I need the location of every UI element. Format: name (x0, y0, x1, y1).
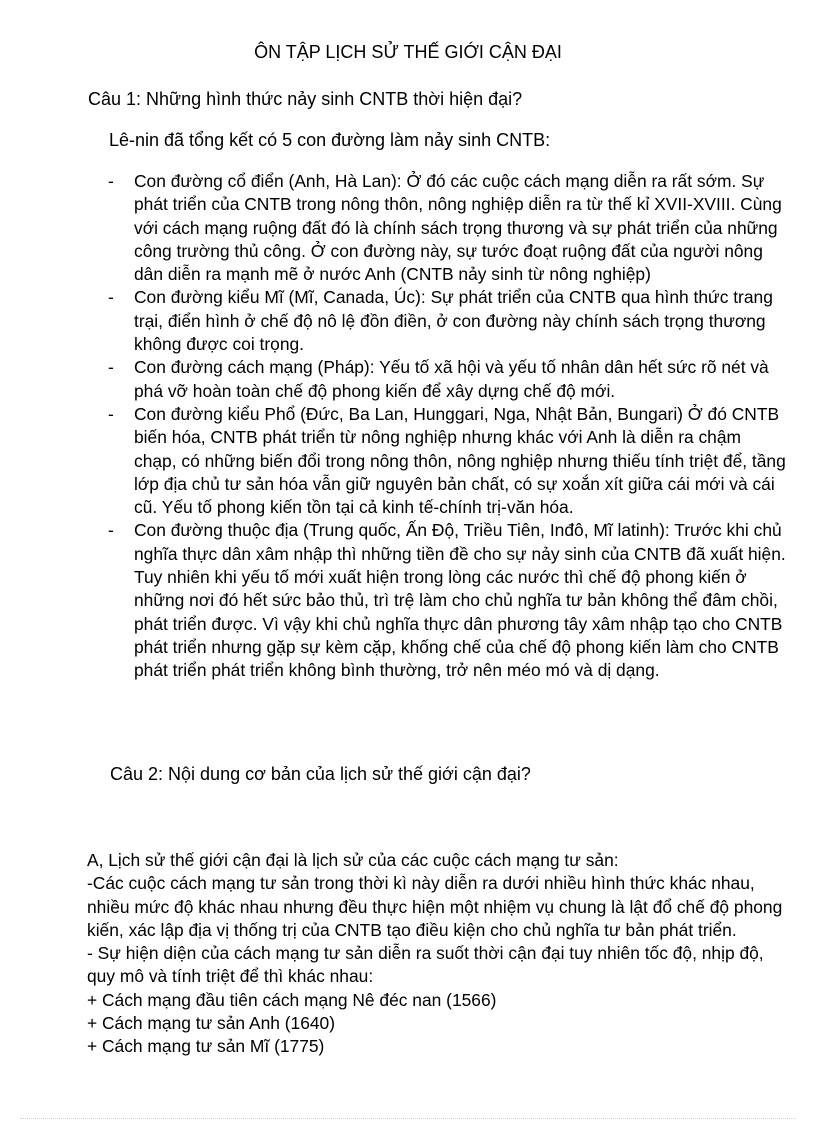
page-title: ÔN TẬP LỊCH SỬ THẾ GIỚI CẬN ĐẠI (254, 42, 562, 62)
section-a-paragraph-2: - Sự hiện diện của cách mạng tư sản diễn ra suốt thời cận đại tuy nhiên tốc độ, nhịp độ, quy mô và tính triệt để thì khác nhau: (87, 943, 764, 987)
list-item-text: Con đường cổ điển (Anh, Hà Lan): Ở đó các cuộc cách mạng diễn ra rất sớm. Sự phát triển của CNTB trong nông thôn, nông nghiệp diễn ra từ thế kỉ XVII-XVIII. Cùng với cách mạng ruộng đất đó là chính sách trọng thương và sự phát triển của những công trường thủ công. Ở con đường này, sự tước đoạt ruộng đất của người nông dân diễn ra mạnh mẽ ở nước Anh (CNTB nảy sinh từ nông nghiệp) (134, 171, 782, 285)
question-2: Câu 2: Nội dung cơ bản của lịch sử thế giới cận đại? (110, 764, 531, 784)
section-a (87, 849, 787, 1059)
revolution-item: + Cách mạng tư sản Anh (1640) (87, 1013, 336, 1034)
list-item-text: Con đường kiểu Phổ (Đức, Ba Lan, Hunggari, Nga, Nhật Bản, Bungari) Ở đó CNTB biến hóa, CNTB phát triển từ nông nghiệp nhưng khác với Anh là diễn ra chậm chạp, có những biến đổi trong nông thôn, nông nghiệp nhưng thiếu tính triệt để, tầng lớp địa chủ tư sản hóa vẫn giữ nguyên bản chất, có sự xoắn xít giữa cái mới và cái cũ. Yếu tố phong kiến tồn tại cả kinh tế-chính trị-văn hóa. (134, 403, 786, 518)
list-dash: - (108, 171, 114, 191)
list-item (108, 356, 788, 403)
list-item (108, 286, 788, 356)
revolution-item: + Cách mạng tư sản Mĩ (1775) (87, 1036, 325, 1057)
list-dash: - (108, 357, 114, 378)
revolution-item: + Cách mạng đầu tiên cách mạng Nê đéc nan (1566) (87, 989, 497, 1010)
list-item-text: Con đường cách mạng (Pháp): Yếu tố xã hội và yếu tố nhân dân hết sức rõ nét và phá vỡ hoàn toàn chế độ phong kiến để xây dựng chế độ mới. (134, 357, 769, 401)
section-a-paragraph-1: -Các cuộc cách mạng tư sản trong thời kì này diễn ra dưới nhiều hình thức khác nhau, nhiều mức độ khác nhau nhưng đều thực hiện một nhiệm vụ chung là lật đổ chế độ phong kiến, xác lập địa vị thống trị của CNTB tạo điều kiện cho chủ nghĩa tư bản phát triển. (87, 873, 783, 940)
list-item (108, 170, 788, 286)
list-dash: - (108, 520, 114, 541)
list-item-text: Con đường kiểu Mĩ (Mĩ, Canada, Úc): Sự phát triển của CNTB qua hình thức trang trại, điển hình ở chế độ nô lệ đồn điền, ở con đường này chính sách trọng thương không được coi trọng. (134, 287, 773, 355)
page-bottom-divider (20, 1118, 796, 1119)
intro-text: Lê-nin đã tổng kết có 5 con đường làm nảy sinh CNTB: (109, 130, 551, 150)
list-dash: - (108, 403, 114, 424)
list-item (108, 519, 788, 682)
list-item-text: Con đường thuộc địa (Trung quốc, Ấn Độ, Triều Tiên, Inđô, Mĩ latinh): Trước khi chủ nghĩa thực dân xâm nhập thì những tiền đề cho sự nảy sinh của CNTB đã xuất hiện. Tuy nhiên khi yếu tố mới xuất hiện trong lòng các nước thì chế độ phong kiến ở những nơi đó hết sức bảo thủ, trì trệ làm cho chủ nghĩa tư bản không thể đâm chồi, phát triển được. Vì vậy khi chủ nghĩa thực dân phương tây xâm nhập tạo cho CNTB phát triển nhưng gặp sự kèm cặp, khống chế của chế độ phong kiến làm cho CNTB phát triển phát triển không bình thường, trở nên méo mó và dị dạng. (134, 520, 786, 681)
list-item (108, 403, 788, 519)
question-1: Câu 1: Những hình thức nảy sinh CNTB thời hiện đại? (88, 89, 523, 109)
section-a-heading: A, Lịch sử thế giới cận đại là lịch sử của các cuộc cách mạng tư sản: (87, 850, 619, 870)
paths-list (108, 170, 788, 683)
list-dash: - (108, 287, 114, 308)
